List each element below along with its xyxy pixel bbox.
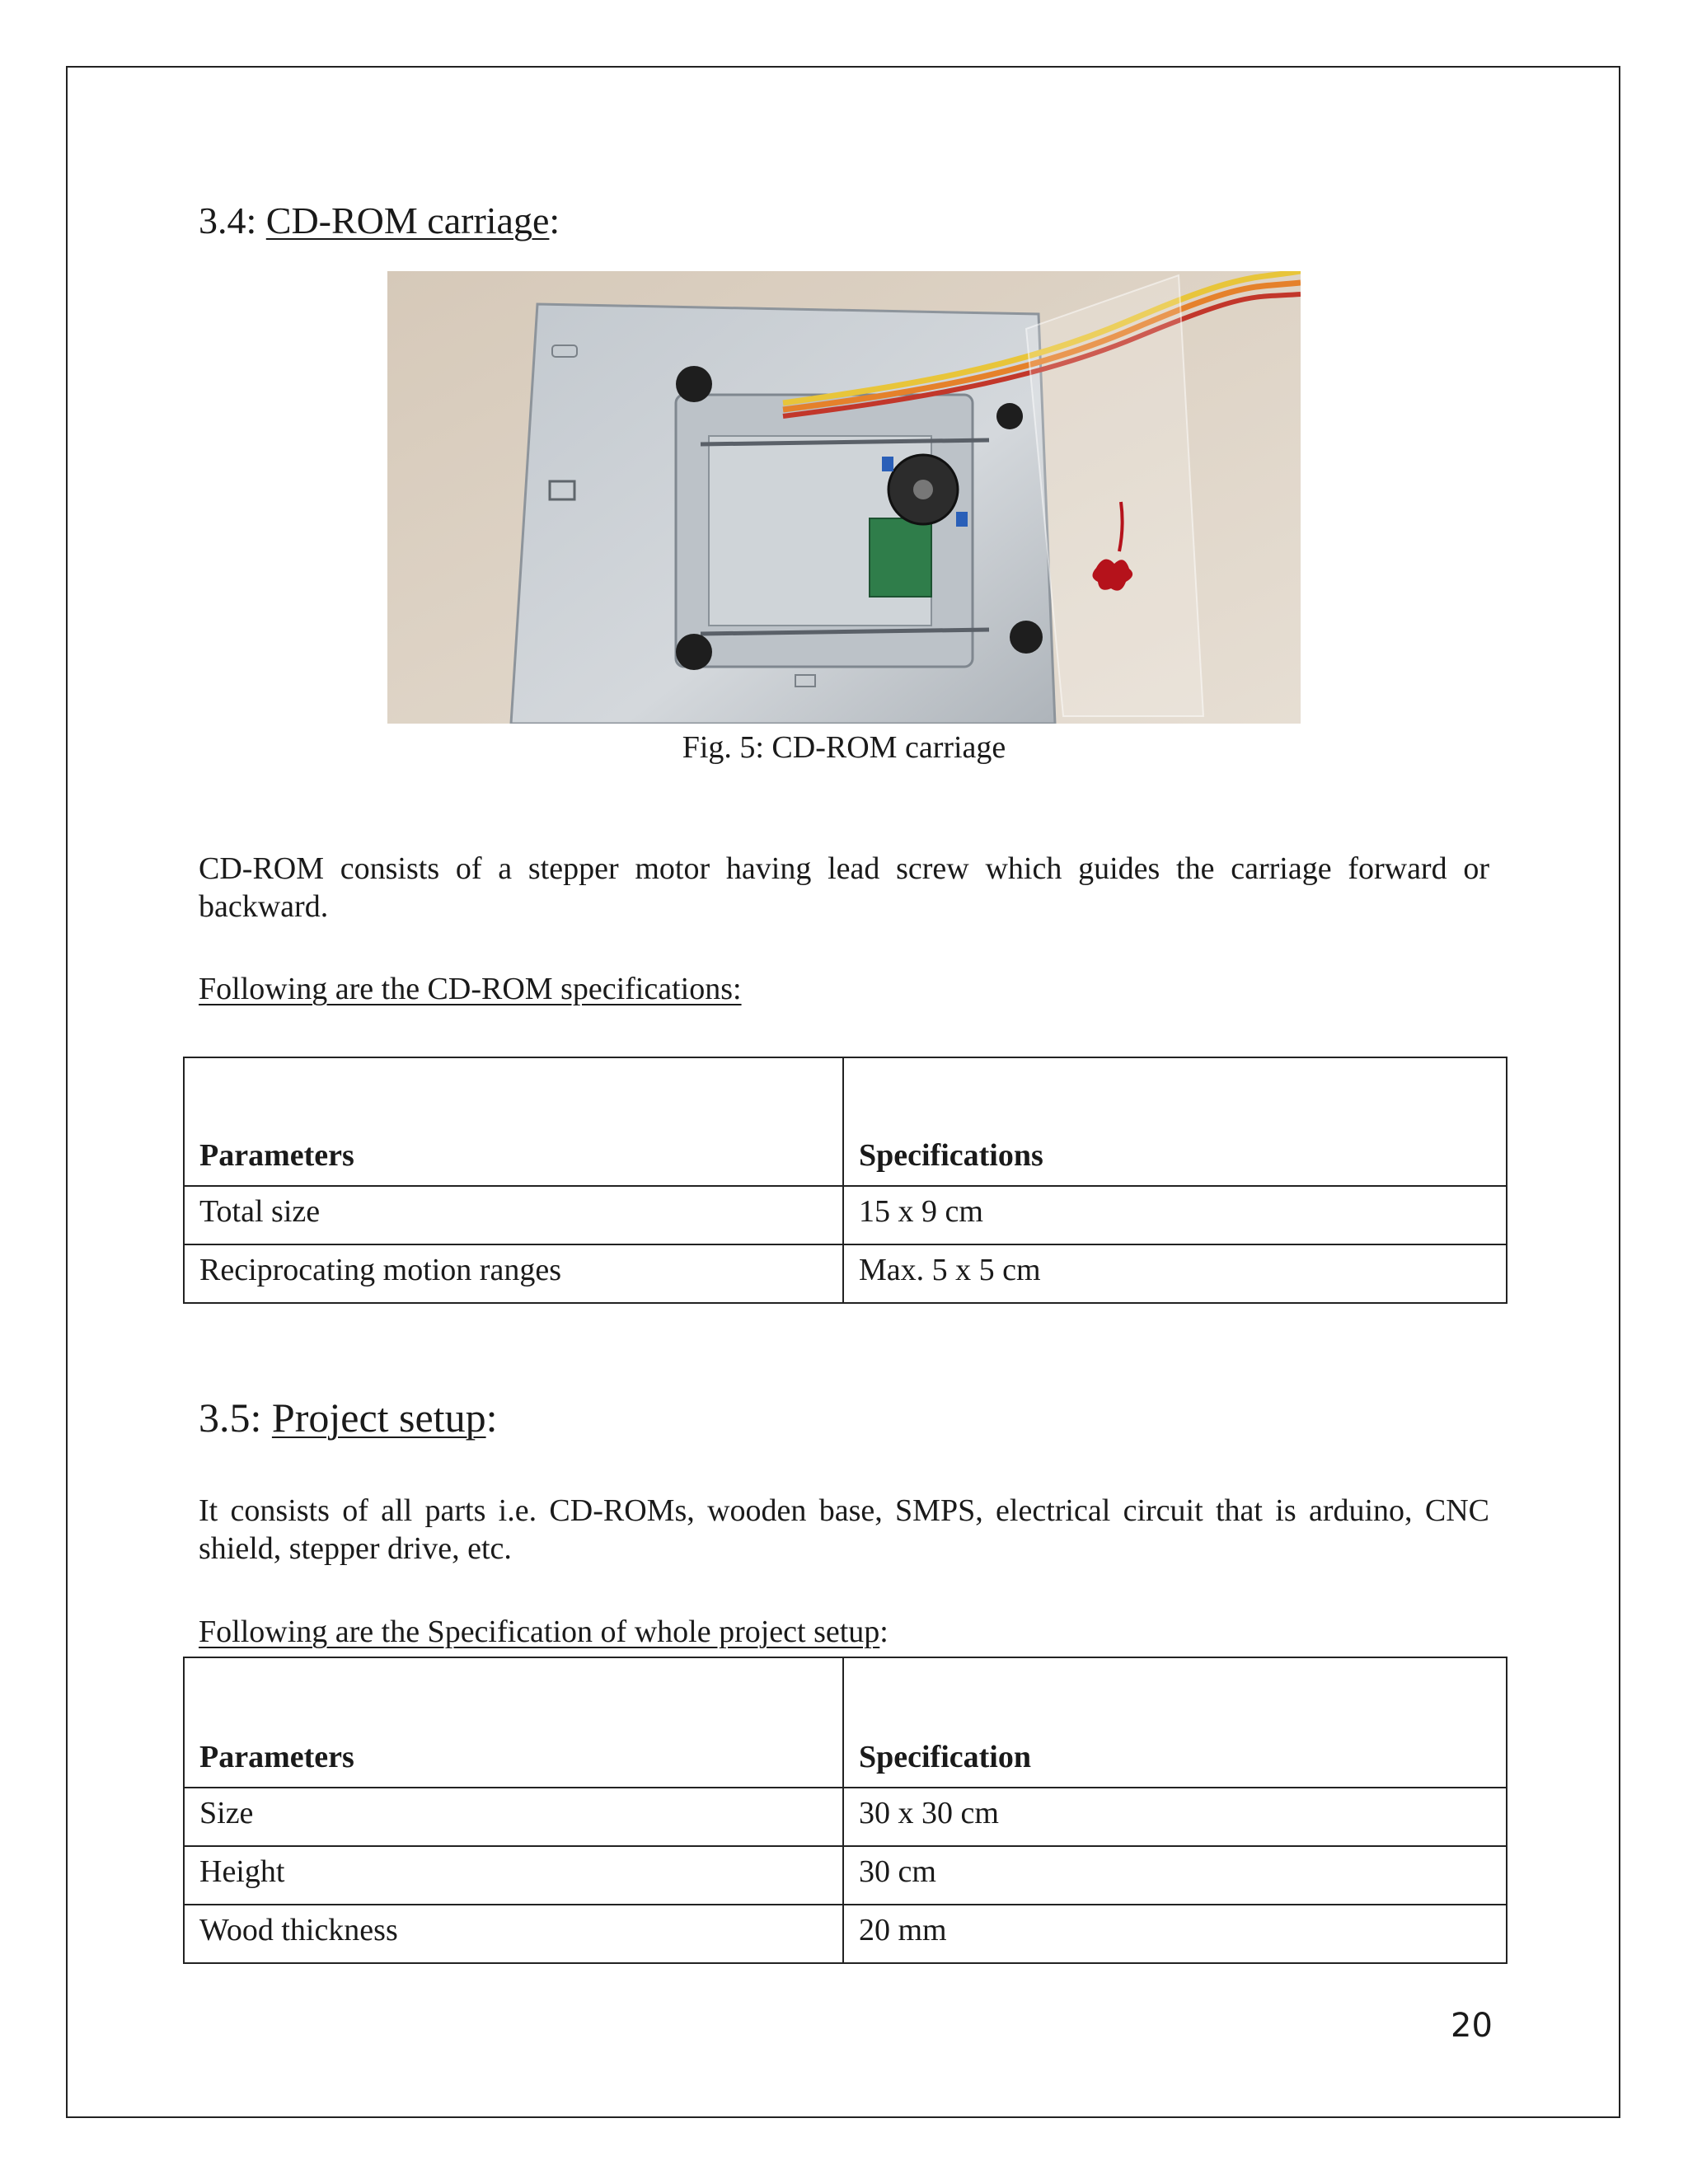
cd-rom-spec-table <box>183 1057 1507 1304</box>
spec-heading-text: Following are the Specification of whole project setup <box>199 1615 880 1649</box>
project-spec-table <box>183 1657 1507 1964</box>
section-number: 3.5: <box>199 1394 272 1441</box>
spec-heading-cd-rom <box>199 970 742 1008</box>
spec-heading-text: Following are the CD-ROM specifications: <box>199 972 742 1006</box>
spindle-hub <box>913 480 933 499</box>
spec-heading-suffix: : <box>879 1615 889 1649</box>
table-row <box>184 1905 1507 1963</box>
section-heading-3-5 <box>199 1393 497 1442</box>
rubber-foot <box>996 403 1023 429</box>
table-cell: Max. 5 x 5 cm <box>843 1244 1507 1303</box>
paragraph-cd-rom-description: CD-ROM consists of a stepper motor having lead screw which guides the carriage forward or backward. <box>199 851 1489 924</box>
blue-clip-2 <box>956 512 968 527</box>
table-cell: Wood thickness <box>184 1905 843 1963</box>
table-cell: Height <box>184 1846 843 1905</box>
figure-caption: Fig. 5: CD-ROM carriage <box>682 730 1006 765</box>
rubber-foot <box>676 366 712 402</box>
section-suffix: : <box>549 199 560 241</box>
table-row <box>184 1788 1507 1846</box>
section-title: Project setup <box>271 1394 486 1441</box>
section-suffix: : <box>485 1394 498 1441</box>
table-row <box>184 1186 1507 1244</box>
section-heading-3-4 <box>199 198 560 244</box>
section-title: CD-ROM carriage <box>265 199 550 241</box>
pcb-board <box>870 518 931 597</box>
table-cell: 30 x 30 cm <box>843 1788 1507 1846</box>
cd-rom-carriage-photo <box>387 271 1301 724</box>
table-cell: Reciprocating motion ranges <box>184 1244 843 1303</box>
header-specification: Specification <box>843 1657 1507 1788</box>
rubber-foot <box>676 634 712 670</box>
paragraph-project-setup: It consists of all parts i.e. CD-ROMs, wooden base, SMPS, electrical circuit that is arduino, CNC shield, stepper drive, etc. <box>199 1493 1489 1566</box>
table-cell: Total size <box>184 1186 843 1244</box>
blue-clip <box>882 457 893 471</box>
table-cell: 20 mm <box>843 1905 1507 1963</box>
table-cell: 30 cm <box>843 1846 1507 1905</box>
page-number: 20 <box>1451 2007 1493 2045</box>
section-number: 3.4: <box>199 199 266 241</box>
table-row <box>184 1846 1507 1905</box>
table-header-row <box>184 1657 1507 1788</box>
table-cell: Size <box>184 1788 843 1846</box>
table-cell: 15 x 9 cm <box>843 1186 1507 1244</box>
cd-rom-carriage-illustration <box>387 271 1301 724</box>
header-specifications: Specifications <box>843 1057 1507 1186</box>
spec-heading-project <box>199 1613 889 1651</box>
header-parameters: Parameters <box>184 1657 843 1788</box>
table-row <box>184 1244 1507 1303</box>
header-parameters: Parameters <box>184 1057 843 1186</box>
rubber-foot <box>1010 621 1043 654</box>
table-header-row <box>184 1057 1507 1186</box>
